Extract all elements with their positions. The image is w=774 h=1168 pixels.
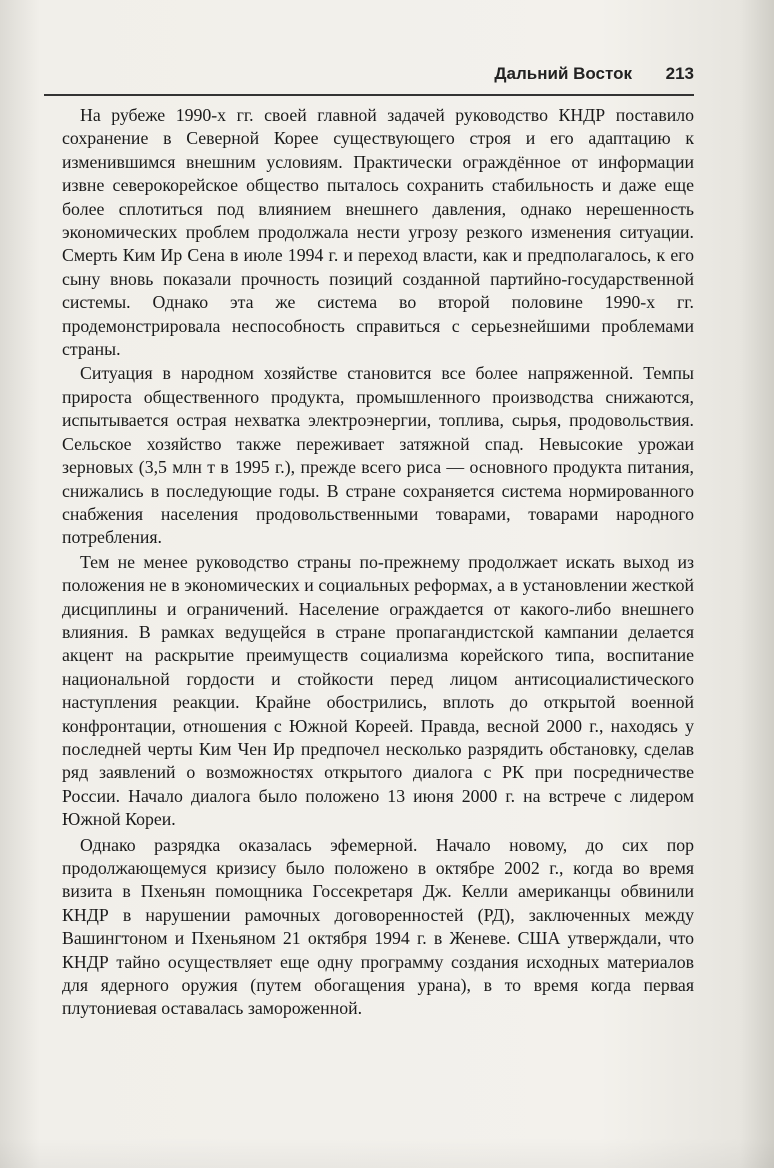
paragraph-1: На рубеже 1990-х гг. своей главной задачей руководство КНДР поставило сохранение в Северной Корее существующего строя и его адаптацию к изменившимся внешним условиям. Практически ограждённое от информации извне северокорейское общество пыталось сохранить стабильность и даже еще более сплотиться под влиянием внешнего давления, однако нерешенность экономических проблем продолжала нести угрозу резкого изменения ситуации. Смерть Ким Ир Сена в июле 1994 г. и переход власти, как и предполагалось, к его сыну вновь показали прочность позиций созданной партийно-государственной системы. Однако эта же система во второй половине 1990-х гг. продемонстрировала неспособность справиться с серьезнейшими проблемами страны. [62,105,694,360]
chapter-title: Дальний Восток [494,64,632,83]
page-number: 213 [665,64,694,83]
page-edge-shadow [0,1138,774,1168]
main-text [62,104,694,1022]
paragraph-4: Однако разрядка оказалась эфемерной. Начало новому, до сих пор продолжающемуся кризису было положено в октябре 2002 г., когда во время визита в Пхеньян помощника Госсекретаря Дж. Келли американцы обвинили КНДР в нарушении рамочных договоренностей (РД), заключенных между Вашингтоном и Пхеньяном 21 октября 1994 г. в Женеве. США утверждали, что КНДР тайно осуществляет еще одну программу создания исходных материалов для ядерного оружия (путем обогащения урана), в то время когда первая плутониевая оставалась замороженной. [62,834,694,1019]
running-header [44,64,694,96]
paragraph-2: Ситуация в народном хозяйстве становится все более напряженной. Темпы прироста общественного продукта, промышленного производства снижаются, испытывается острая нехватка электроэнергии, топлива, сырья, продовольствия. Сельское хозяйство также переживает затяжной спад. Невысокие урожаи зерновых (3,5 млн т в 1995 г.), прежде всего риса — основного продукта питания, снижались в последующие годы. В стране сохраняется система нормированного снабжения населения продовольственными товарами, товарами народного потребления. [62,363,694,548]
paragraph-3: Тем не менее руководство страны по-прежнему продолжает искать выход из положения не в экономических и социальных реформах, а в установлении жесткой дисциплины и ограничений. Население ограждается от какого-либо внешнего влияния. В рамках ведущейся в стране пропагандистской кампании делается акцент на раскрытие преимуществ социализма корейского типа, воспитание национальной гордости и стойкости перед лицом антисоциалистического наступления реакции. Крайне обострились, вплоть до открытой военной конфронтации, отношения с Южной Кореей. Правда, весной 2000 г., находясь у последней черты Ким Чен Ир предпочел несколько разрядить обстановку, сделав ряд заявлений о возможностях открытого диалога с РК при посредничестве России. Начало диалога было положено 13 июня 2000 г. на встрече с лидером Южной Кореи. [62,551,694,830]
